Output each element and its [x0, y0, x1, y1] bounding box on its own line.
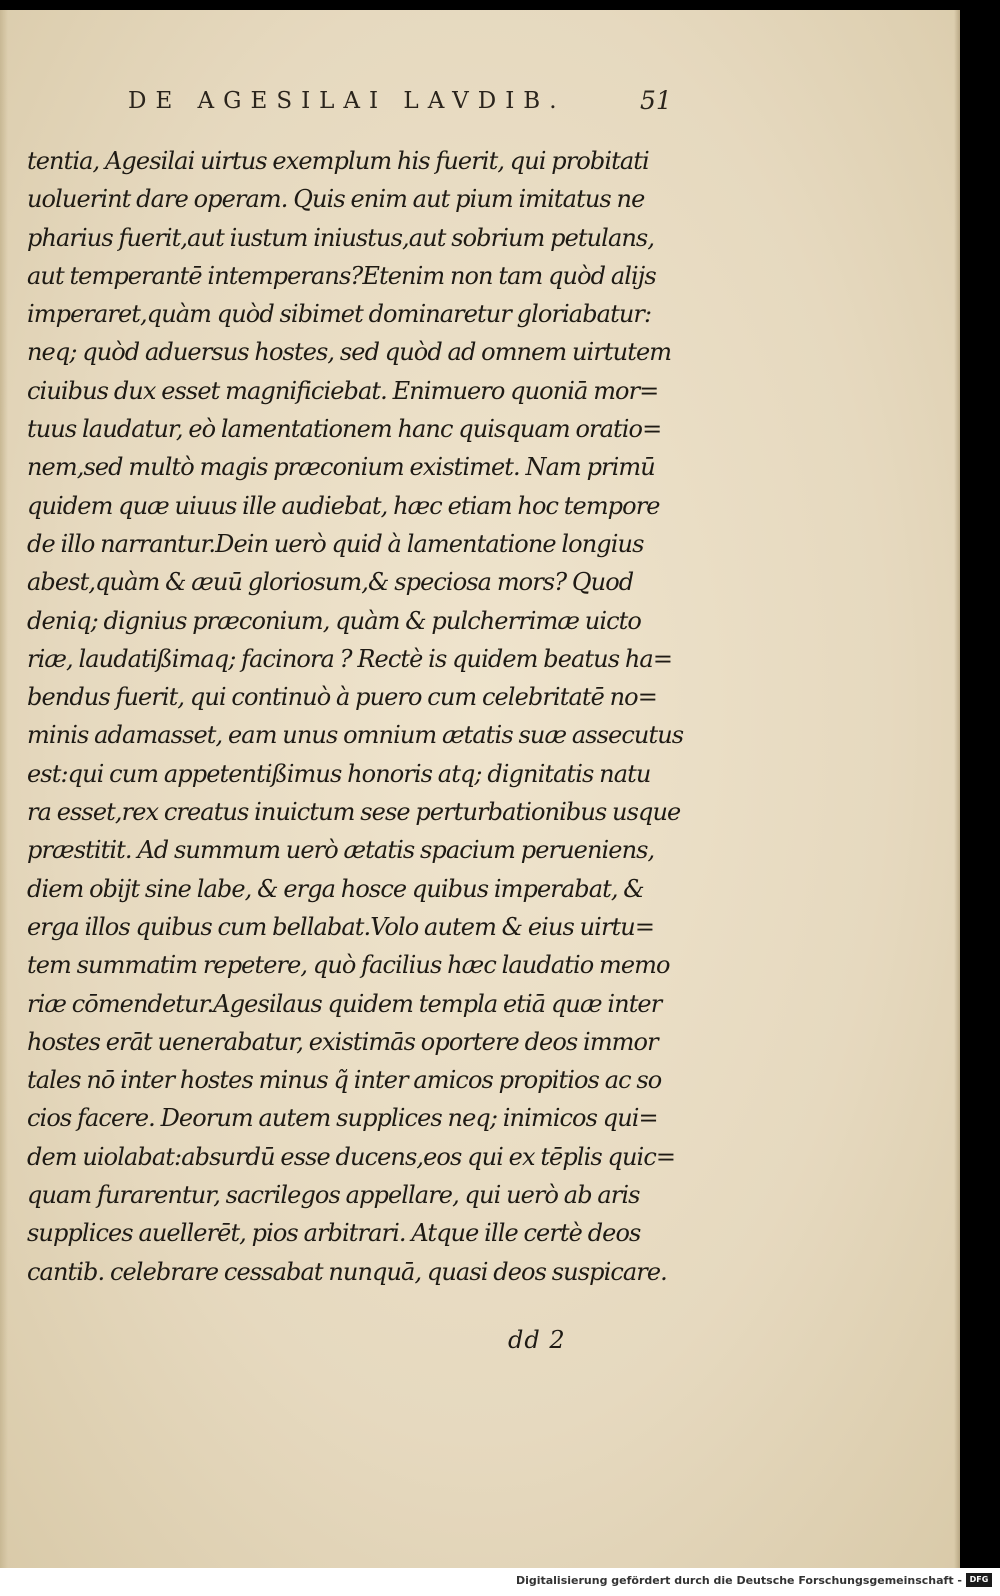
- text-line: præstitit. Ad summum uerò ætatis spacium perueniens,: [27, 836, 655, 865]
- text-line: erga illos quibus cum bellabat.Volo autem & eius uirtu=: [27, 912, 655, 941]
- page-number: 51: [640, 86, 672, 115]
- text-line: diem obijt sine labe, & erga hosce quibus imperabat, &: [27, 874, 644, 903]
- signature-mark: dd 2: [508, 1326, 566, 1354]
- book-page: [0, 10, 960, 1568]
- page-right-shadow: [954, 10, 960, 1568]
- text-line: est:qui cum appetentißimus honoris atq; dignitatis natu: [27, 759, 651, 788]
- text-line: tales nō inter hostes minus q̃ inter amicos propitios ac so: [27, 1066, 662, 1095]
- text-line: quam furarentur, sacrilegos appellare, qui uerò ab aris: [27, 1181, 640, 1210]
- text-line: tuus laudatur, eò lamentationem hanc quisquam oratio=: [27, 415, 662, 444]
- text-line: cantib. celebrare cessabat nunquā, quasi deos suspicare.: [27, 1257, 667, 1286]
- text-line: abest,quàm & æuū gloriosum,& speciosa mors? Quod: [27, 568, 634, 597]
- text-line: imperaret,quàm quòd sibimet dominaretur gloriabatur:: [27, 300, 652, 329]
- funding-credit: Digitalisierung gefördert durch die Deutsche Forschungsgemeinschaft -: [515, 1574, 962, 1587]
- text-line: neq; quòd aduersus hostes, sed quòd ad omnem uirtutem: [27, 338, 672, 367]
- text-line: quidem quæ uiuus ille audiebat, hæc etiam hoc tempore: [27, 491, 660, 520]
- text-line: cios facere. Deorum autem supplices neq; inimicos qui=: [27, 1104, 658, 1133]
- page-left-shadow: [0, 10, 8, 1568]
- text-line: riæ cōmendetur.Agesilaus quidem templa etiā quæ inter: [27, 989, 662, 1018]
- text-line: dem uiolabat:absurdū esse ducens,eos qui ex tēplis quic=: [27, 1142, 676, 1171]
- text-line: ra esset,rex creatus inuictum sese perturbationibus usque: [27, 798, 681, 827]
- text-line: hostes erāt uenerabatur, existimās oportere deos immor: [27, 1027, 658, 1056]
- text-line: minis adamasset, eam unus omnium ætatis suæ assecutus: [27, 721, 684, 750]
- text-line: de illo narrantur.Dein uerò quid à lamentatione longius: [27, 529, 644, 558]
- text-line: ciuibus dux esset magnificiebat. Enimuero quoniā mor=: [27, 376, 659, 405]
- text-line: aut temperantē intemperans?Etenim non tam quòd alijs: [27, 261, 656, 290]
- running-head: DE AGESILAI LAVDIB.: [128, 88, 566, 114]
- dfg-logo: DFG: [966, 1573, 992, 1587]
- text-line: deniq; dignius præconium, quàm & pulcherrimæ uicto: [27, 606, 641, 635]
- text-line: riæ, laudatißimaq; facinora ? Rectè is quidem beatus ha=: [27, 644, 673, 673]
- text-line: bendus fuerit, qui continuò à puero cum celebritatē no=: [27, 683, 657, 712]
- text-line: tentia, Agesilai uirtus exemplum his fuerit, qui probitati: [27, 147, 649, 175]
- text-line: uoluerint dare operam. Quis enim aut pium imitatus ne: [27, 185, 645, 214]
- text-line: tem summatim repetere, quò facilius hæc laudatio memo: [27, 951, 670, 980]
- text-line: nem,sed multò magis præconium existimet. Nam primū: [27, 453, 655, 482]
- footer-bar: [0, 1568, 1000, 1596]
- text-line: supplices auellerēt, pios arbitrari. Atque ille certè deos: [27, 1219, 641, 1248]
- text-line: pharius fuerit,aut iustum iniustus,aut sobrium petulans,: [27, 223, 655, 252]
- body-text: [27, 142, 687, 1291]
